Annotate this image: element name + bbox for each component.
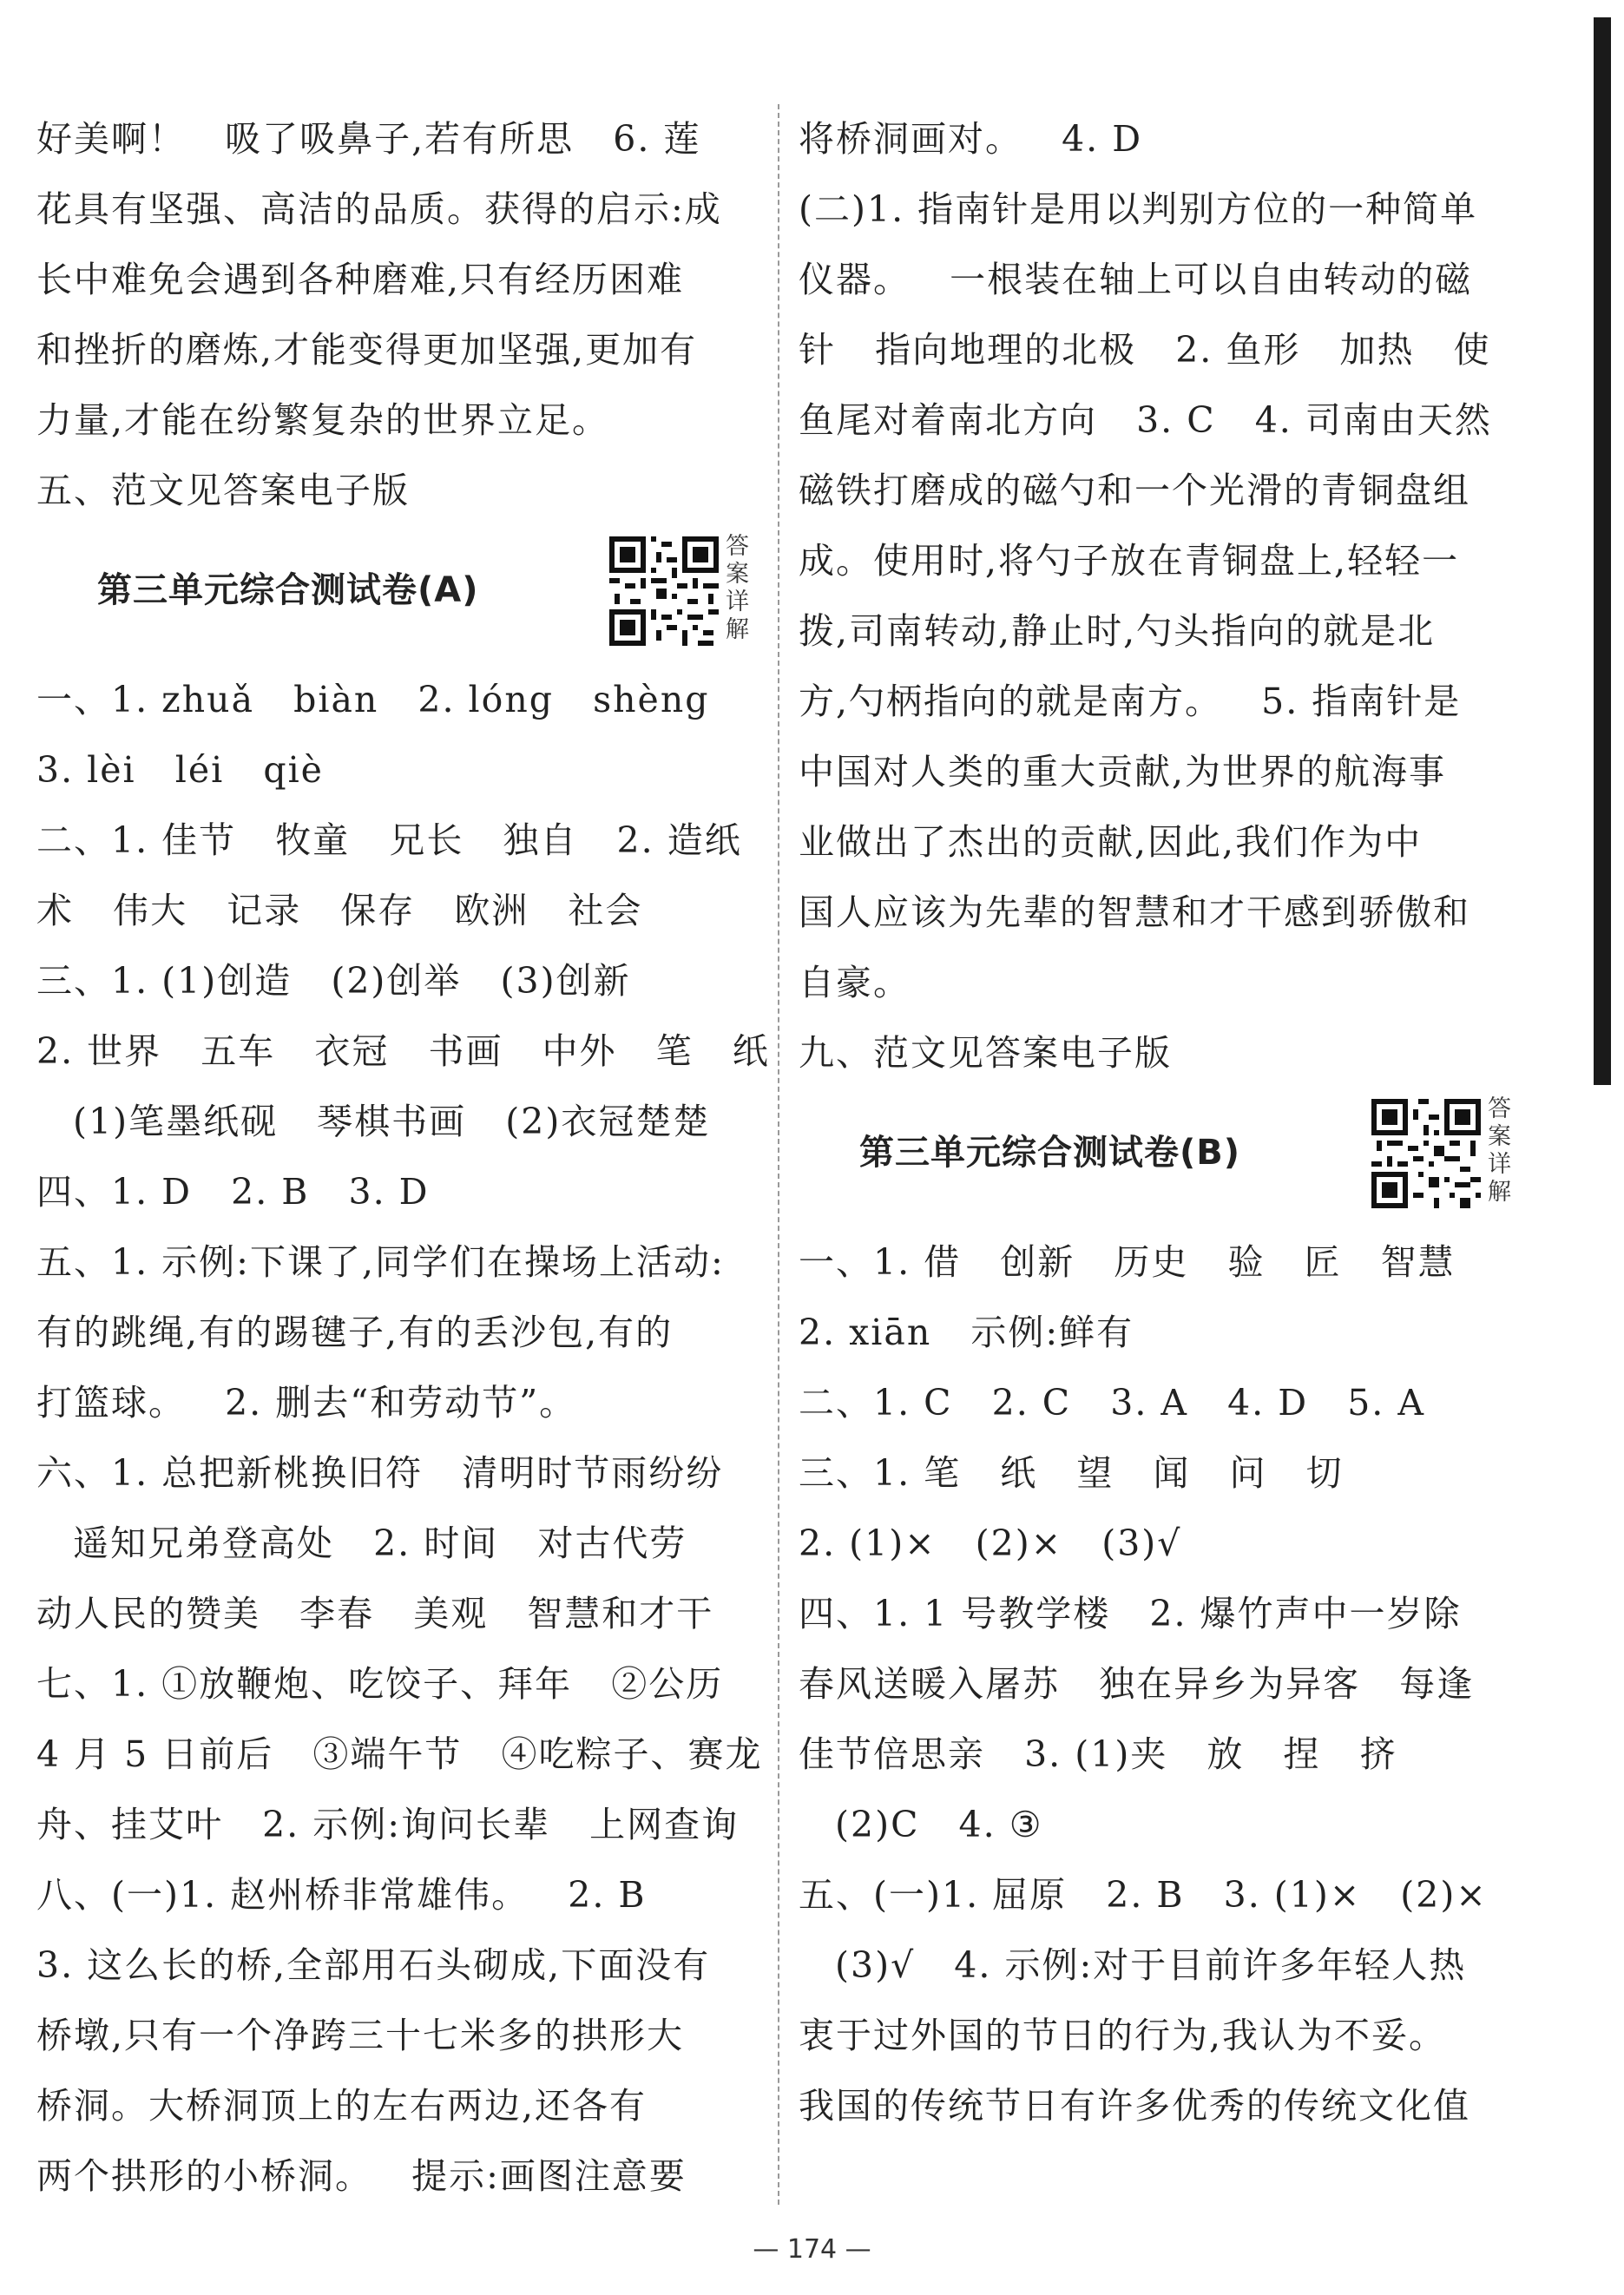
qr-label-char: 详 (726, 589, 749, 615)
qr-label-char: 解 (726, 616, 749, 643)
text-line: 动人民的赞美 李春 美观 智慧和才干 (36, 1593, 714, 1634)
column-divider (778, 104, 779, 2205)
text-line: 四、1. D 2. B 3. D (36, 1171, 430, 1213)
text-line: 好美啊！ 吸了吸鼻子,若有所思 6. 莲 (36, 118, 701, 160)
text-line: 方,勺柄指向的就是南方。 5. 指南针是 (799, 681, 1462, 722)
text-line: 自豪。 (799, 962, 911, 1003)
text-line: 术 伟大 记录 保存 欧洲 社会 (36, 890, 643, 931)
text-line: 桥墩,只有一个净跨三十七米多的拱形大 (36, 2015, 685, 2056)
text-line: (3)√ 4. 示例:对于目前许多年轻人热 (835, 1944, 1467, 1986)
text-line: 2. 世界 五车 衣冠 书画 中外 笔 纸 (36, 1030, 770, 1072)
text-line: 4 月 5 日前后 ③端午节 ④吃粽子、赛龙 (36, 1733, 763, 1775)
text-line: 拨,司南转动,静止时,勺头指向的就是北 (799, 610, 1436, 652)
text-line: 鱼尾对着南北方向 3. C 4. 司南由天然 (799, 399, 1492, 441)
text-line: 花具有坚强、高洁的品质。获得的启示:成 (36, 188, 722, 230)
text-line: 衷于过外国的节日的行为,我认为不妥。 (799, 2015, 1447, 2056)
qr-code-icon[interactable] (609, 536, 719, 646)
text-line: 八、(一)1. 赵州桥非常雄伟。 2. B (36, 1874, 647, 1916)
section-title: 第三单元综合测试卷(B) (859, 1133, 1241, 1173)
text-line: 打篮球。 2. 删去“和劳动节”。 (36, 1382, 577, 1424)
text-line: (1)笔墨纸砚 琴棋书画 (2)衣冠楚楚 (73, 1101, 711, 1142)
section-heading-b (799, 1088, 1528, 1227)
text-line: 我国的传统节日有许多优秀的传统文化值 (799, 2085, 1470, 2127)
text-line: 长中难免会遇到各种磨难,只有经历困难 (36, 259, 685, 300)
right-column (799, 104, 1528, 2141)
text-line: 两个拱形的小桥洞。 提示:画图注意要 (36, 2155, 687, 2197)
qr-label-char: 案 (1488, 1123, 1511, 1150)
text-line: 业做出了杰出的贡献,因此,我们作为中 (799, 821, 1423, 863)
text-line: 春风送暖入屠苏 独在异乡为异客 每逢 (799, 1663, 1475, 1705)
text-line: 有的跳绳,有的踢毽子,有的丢沙包,有的 (36, 1312, 674, 1353)
text-line: 2. xiān 示例:鲜有 (799, 1312, 1134, 1353)
text-line: 和挫折的磨炼,才能变得更加坚强,更加有 (36, 329, 698, 371)
text-line: 三、1. (1)创造 (2)创举 (3)创新 (36, 960, 631, 1002)
text-line: 四、1. 1 号教学楼 2. 爆竹声中一岁除 (799, 1593, 1462, 1634)
qr-label-char: 案 (726, 561, 749, 588)
text-line: 三、1. 笔 纸 望 闻 问 切 (799, 1452, 1344, 1494)
text-line: 国人应该为先辈的智慧和才干感到骄傲和 (799, 891, 1470, 933)
text-line: 一、1. zhuǎ biàn 2. lóng shèng (36, 679, 710, 720)
page-number: — 174 — (753, 2234, 871, 2265)
text-line: 磁铁打磨成的磁勺和一个光滑的青铜盘组 (799, 470, 1470, 511)
text-line: 仪器。 一根装在轴上可以自由转动的磁 (799, 259, 1473, 300)
text-line: 七、1. ①放鞭炮、吃饺子、拜年 ②公历 (36, 1663, 724, 1705)
text-line: 五、范文见答案电子版 (36, 470, 410, 511)
text-line: 2. (1)× (2)× (3)√ (799, 1522, 1182, 1564)
text-line: 成。使用时,将勺子放在青铜盘上,轻轻一 (799, 540, 1460, 582)
text-line: (二)1. 指南针是用以判别方位的一种简单 (799, 188, 1478, 230)
text-line: 桥洞。大桥洞顶上的左右两边,还各有 (36, 2085, 648, 2127)
qr-code-icon[interactable] (1371, 1099, 1481, 1208)
text-line: 六、1. 总把新桃换旧符 清明时节雨纷纷 (36, 1452, 724, 1494)
text-line: 力量,才能在纷繁复杂的世界立足。 (36, 399, 610, 441)
text-line: 五、1. 示例:下课了,同学们在操场上活动: (36, 1241, 725, 1283)
scan-edge-shadow (1594, 17, 1611, 1085)
text-line: 3. 这么长的桥,全部用石头砌成,下面没有 (36, 1944, 711, 1986)
qr-label-char: 解 (1488, 1179, 1511, 1206)
text-line: (2)C 4. ③ (835, 1804, 1043, 1845)
text-line: 遥知兄弟登高处 2. 时间 对古代劳 (73, 1522, 687, 1564)
qr-label-char: 答 (726, 533, 749, 560)
qr-label-char: 答 (1488, 1095, 1511, 1122)
text-line: 舟、挂艾叶 2. 示例:询问长辈 上网查询 (36, 1804, 740, 1845)
section-title: 第三单元综合测试卷(A) (97, 570, 479, 610)
left-column (36, 104, 770, 2212)
text-line: 中国对人类的重大贡献,为世界的航海事 (799, 751, 1447, 792)
text-line: 佳节倍思亲 3. (1)夹 放 捏 挤 (799, 1733, 1397, 1775)
text-line: 3. lèi léi qiè (36, 749, 324, 791)
qr-label-char: 详 (1488, 1151, 1511, 1178)
text-line: 五、(一)1. 屈原 2. B 3. (1)× (2)× (799, 1874, 1488, 1916)
text-line: 二、1. C 2. C 3. A 4. D 5. A (799, 1382, 1425, 1424)
qr-label (1488, 1095, 1514, 1207)
text-line: 九、范文见答案电子版 (799, 1032, 1172, 1074)
qr-label (726, 533, 752, 644)
text-line: 针 指向地理的北极 2. 鱼形 加热 使 (799, 329, 1491, 371)
section-heading-a (36, 526, 766, 665)
text-line: 将桥洞画对。 4. D (799, 118, 1143, 160)
text-line: 一、1. 借 创新 历史 验 匠 智慧 (799, 1241, 1456, 1283)
text-line: 二、1. 佳节 牧童 兄长 独自 2. 造纸 (36, 819, 742, 861)
